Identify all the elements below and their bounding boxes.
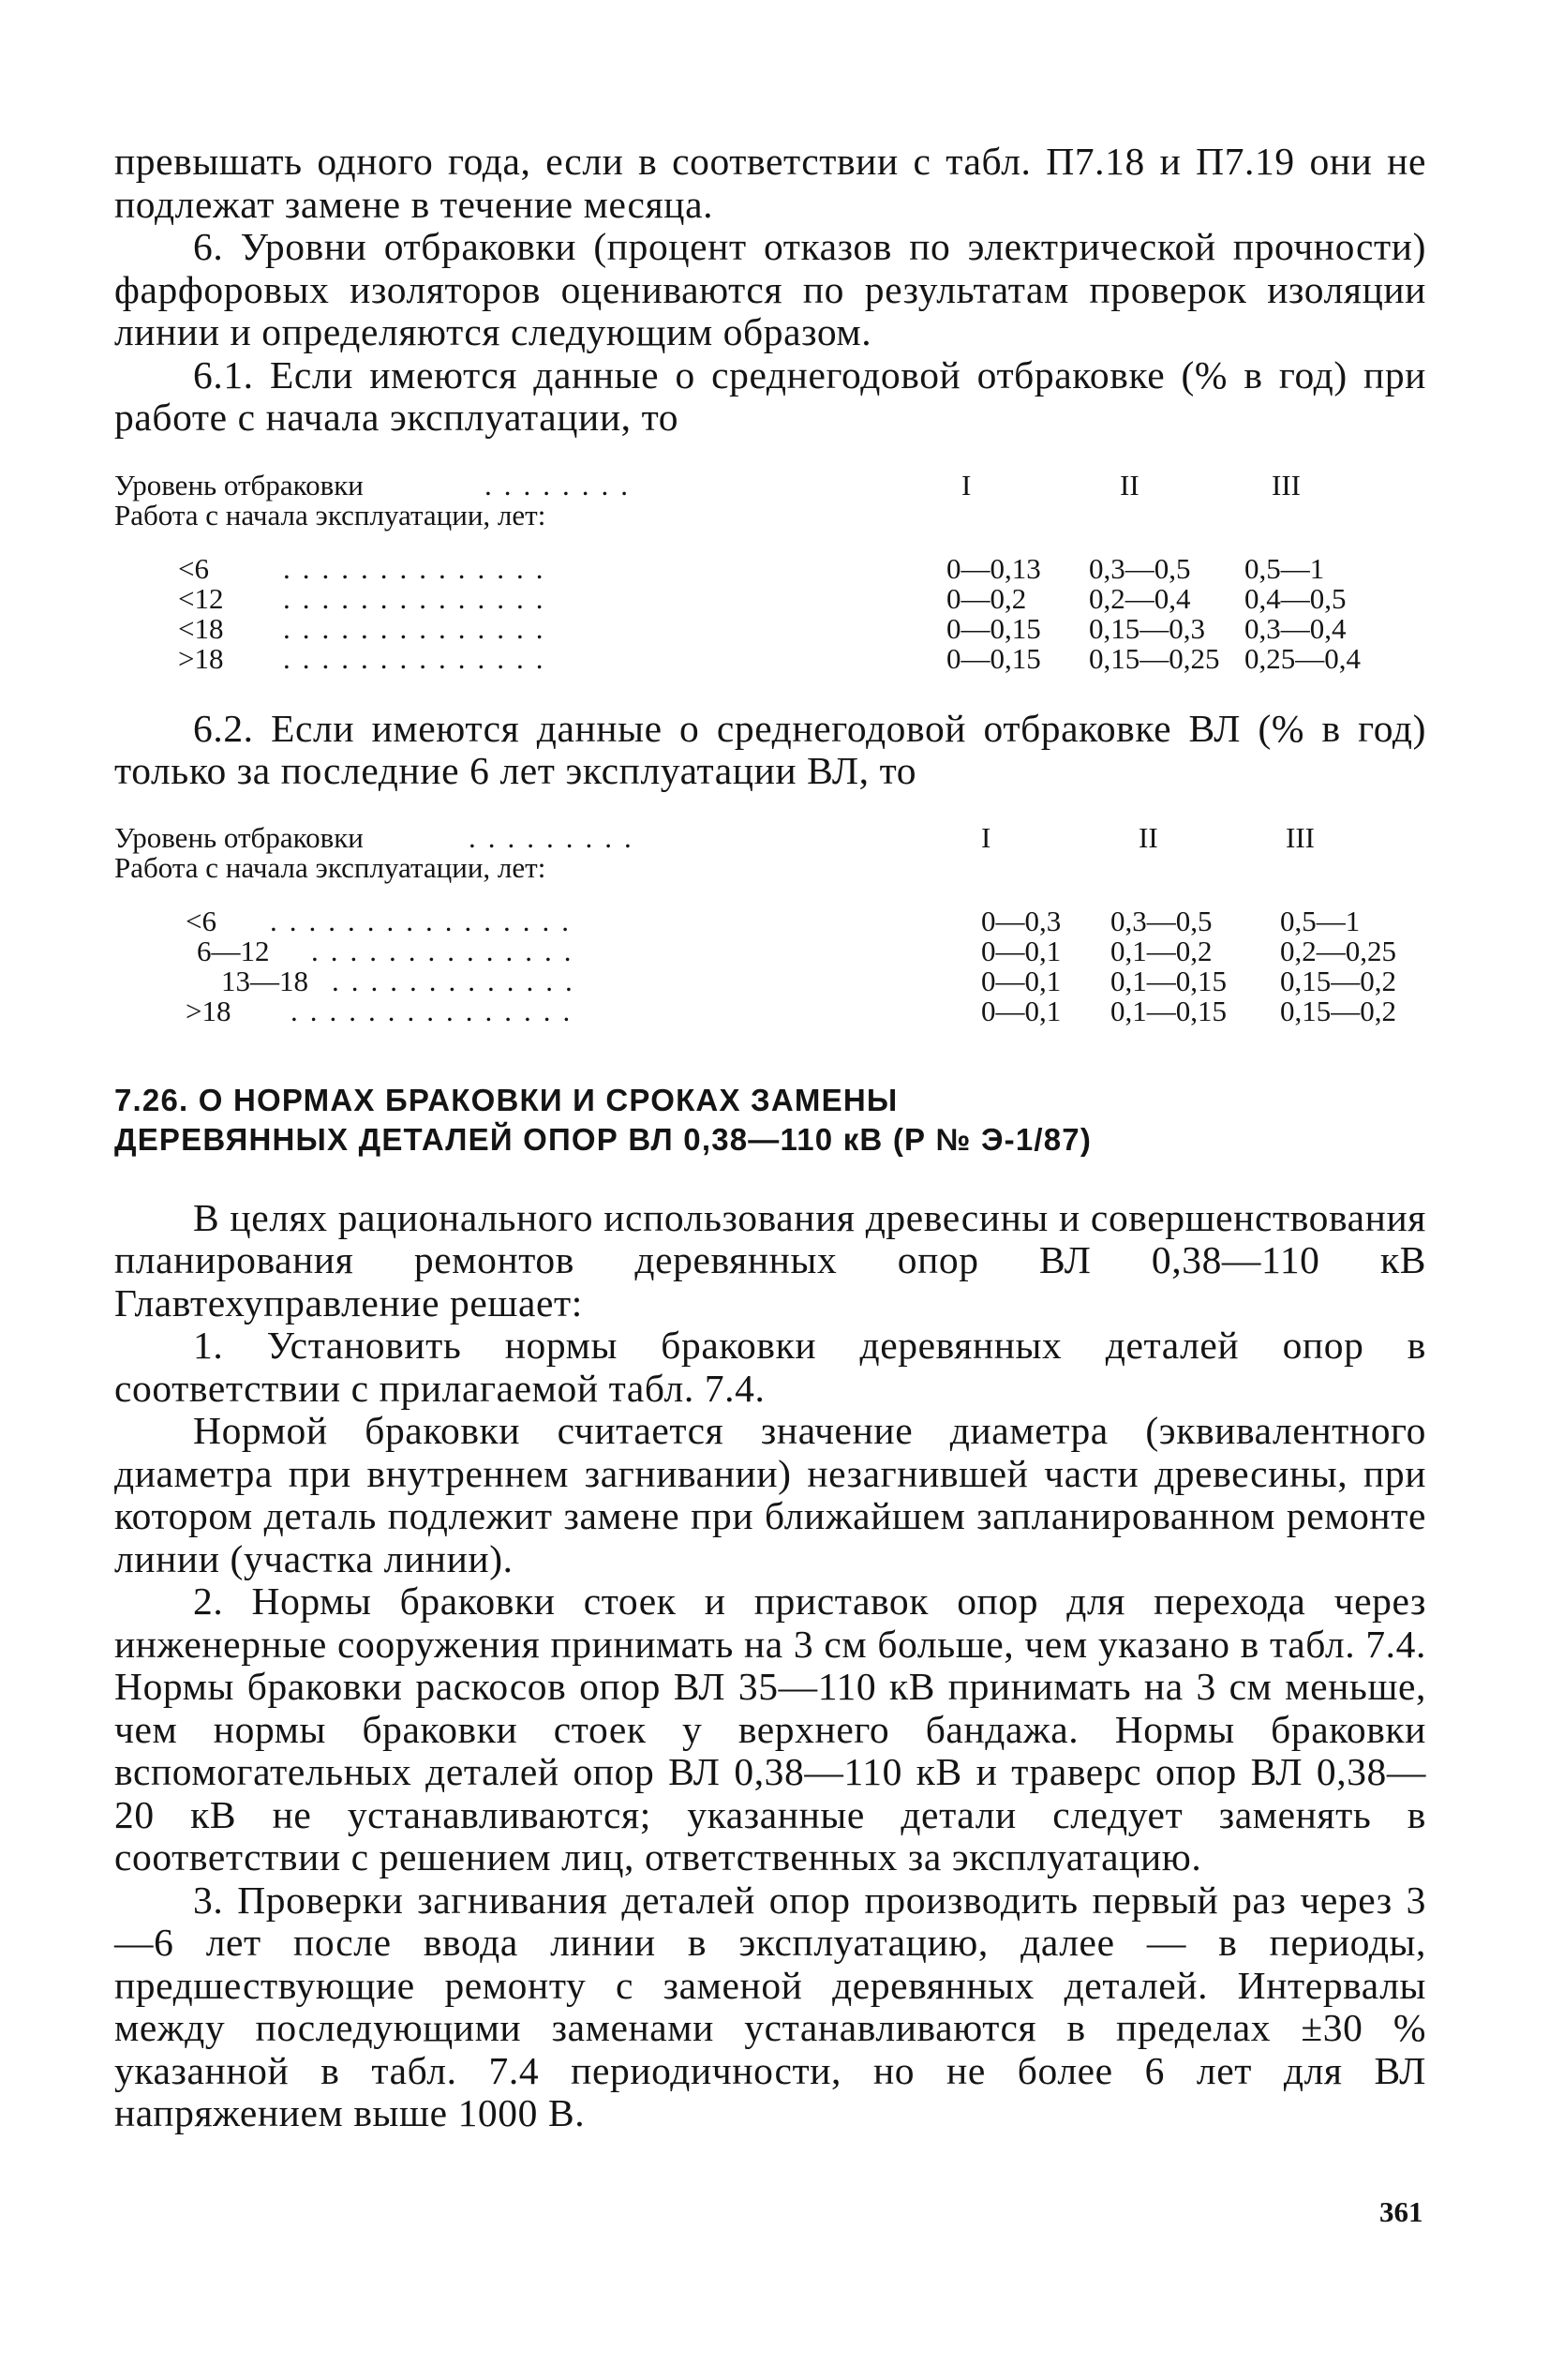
- cell-level-i: 0—0,1: [981, 934, 1062, 967]
- table-row: [114, 581, 1426, 615]
- cell-level-ii: 0,1—0,15: [1110, 964, 1227, 997]
- level-iii: III: [1286, 820, 1315, 854]
- page-content: [114, 141, 1426, 2135]
- row-label: 13—18: [221, 964, 308, 997]
- paragraph-9: 3. Проверки загнивания деталей опор производить первый раз через 3—6 лет после ввода линии в эксплуатацию, далее — в периоды, предшествующие ремонту с заменой деревянных деталей. Интервалы между последующими заменами устанавливаются в пределах ±30 % указанной в табл. 7.4 периодичности, но не более 6 лет для ВЛ напряжением выше 1000 В.: [114, 1878, 1426, 2134]
- cell-level-iii: 0,2—0,25: [1280, 934, 1396, 967]
- table-row: [114, 906, 1426, 936]
- paragraph-1: превышать одного года, если в соответствии с табл. П7.18 и П7.19 они не подлежат замене в течение месяца.: [114, 140, 1426, 226]
- row-label: >18: [178, 641, 224, 675]
- table-row: [114, 611, 1426, 645]
- level-ii: II: [1139, 820, 1158, 854]
- leader-dots: ..............: [311, 934, 584, 967]
- level-ii: II: [1120, 468, 1139, 501]
- cell-level-iii: 0,15—0,2: [1280, 994, 1396, 1027]
- row-label: <6: [186, 904, 216, 937]
- cell-level-i: 0—0,15: [946, 641, 1041, 675]
- cell-level-i: 0—0,1: [981, 964, 1062, 997]
- cell-level-iii: 0,4—0,5: [1244, 581, 1347, 615]
- table-row: [114, 966, 1426, 996]
- leader-dots: .........: [469, 820, 644, 854]
- row-label: >18: [186, 994, 231, 1027]
- table-header-row: [114, 468, 1426, 501]
- cell-level-ii: 0,3—0,5: [1089, 551, 1191, 585]
- cell-level-ii: 0,15—0,25: [1089, 641, 1220, 675]
- level-label: Уровень отбраковки: [114, 468, 364, 501]
- leader-dots: ........: [484, 468, 640, 501]
- cell-level-i: 0—0,1: [981, 994, 1062, 1027]
- work-label-row: [114, 498, 1426, 531]
- work-label: Работа с начала эксплуатации, лет:: [114, 498, 546, 531]
- leader-dots: .............: [332, 964, 585, 997]
- paragraph-3: 6.1. Если имеются данные о среднегодовой отбраковке (% в год) при работе с начала эксплуатации, то: [114, 352, 1426, 439]
- work-label: Работа с начала эксплуатации, лет:: [114, 850, 546, 884]
- cell-level-ii: 0,15—0,3: [1089, 611, 1205, 645]
- cell-level-iii: 0,25—0,4: [1244, 641, 1361, 675]
- cell-level-i: 0—0,3: [981, 904, 1062, 937]
- section-heading-line-2: ДЕРЕВЯННЫХ ДЕТАЛЕЙ ОПОР ВЛ 0,38—110 кВ (Р № Э-1/87): [114, 1121, 1093, 1157]
- paragraph-6: 1. Установить нормы браковки деревянных деталей опор в соответствии с прилагаемой табл. 7.4.: [114, 1324, 1426, 1410]
- cell-level-ii: 0,2—0,4: [1089, 581, 1191, 615]
- row-label: <12: [178, 581, 224, 615]
- cell-level-iii: 0,3—0,4: [1244, 611, 1347, 645]
- section-heading: [114, 1081, 1426, 1160]
- cell-level-ii: 0,3—0,5: [1110, 904, 1213, 937]
- cell-level-ii: 0,1—0,2: [1110, 934, 1213, 967]
- paragraph-4: 6.2. Если имеются данные о среднегодовой отбраковке ВЛ (% в год) только за последние 6 лет эксплуатации ВЛ, то: [114, 706, 1426, 792]
- cell-level-iii: 0,5—1: [1244, 551, 1325, 585]
- section-heading-line-1: 7.26. О НОРМАХ БРАКОВКИ И СРОКАХ ЗАМЕНЫ: [114, 1082, 899, 1117]
- table-row: [114, 641, 1426, 675]
- leader-dots: ..............: [283, 581, 556, 615]
- row-label: <6: [178, 551, 209, 585]
- table-header-row: [114, 820, 1426, 854]
- cell-level-iii: 0,5—1: [1280, 904, 1361, 937]
- row-label: 6—12: [197, 934, 270, 967]
- cell-level-i: 0—0,13: [946, 551, 1041, 585]
- paragraph-8: 2. Нормы браковки стоек и приставок опор для перехода через инженерные сооружения принимать на 3 см больше, чем указано в табл. 7.4. Нормы браковки раскосов опор ВЛ 35—110 кВ принимать на 3 см меньше, чем нормы браковки стоек у верхнего бандажа. Нормы браковки вспомогательных деталей опор ВЛ 0,38—110 кВ и траверс опор ВЛ 0,38—20 кВ не устанавливаются; указанные детали следует заменять в соответствии с решением лиц, ответственных за эксплуатацию.: [114, 1579, 1426, 1879]
- level-label: Уровень отбраковки: [114, 820, 364, 854]
- table-1: [114, 468, 1426, 675]
- level-i: I: [961, 468, 972, 501]
- work-label-row: [114, 850, 1426, 884]
- paragraph-5: В целях рационального использования древесины и совершенствования планирования ремонтов деревянных опор ВЛ 0,38—110 кВ Главтехуправление решает:: [114, 1195, 1426, 1325]
- row-label: <18: [178, 611, 224, 645]
- table-2: [114, 820, 1426, 1027]
- cell-level-i: 0—0,2: [946, 581, 1027, 615]
- leader-dots: ..............: [283, 611, 556, 645]
- cell-level-ii: 0,1—0,15: [1110, 994, 1227, 1027]
- cell-level-i: 0—0,15: [946, 611, 1041, 645]
- page-number: 361: [1379, 2195, 1423, 2228]
- leader-dots: ..............: [283, 641, 556, 675]
- leader-dots: ...............: [290, 994, 583, 1027]
- table-row: [114, 936, 1426, 966]
- cell-level-iii: 0,15—0,2: [1280, 964, 1396, 997]
- table-row: [114, 551, 1426, 585]
- level-i: I: [981, 820, 991, 854]
- table-row: [114, 996, 1426, 1026]
- leader-dots: ................: [270, 904, 581, 937]
- paragraph-7: Нормой браковки считается значение диаметра (эквивалентного диаметра при внутреннем загнивании) незагнившей части древесины, при котором деталь подлежит замене при ближайшем запланированном ремонте линии (участка линии).: [114, 1409, 1426, 1580]
- leader-dots: ..............: [283, 551, 556, 585]
- paragraph-2: 6. Уровни отбраковки (процент отказов по электрической прочности) фарфоровых изоляторов оцениваются по результатам проверок изоляции линии и определяются следующим образом.: [114, 225, 1426, 353]
- level-iii: III: [1272, 468, 1301, 501]
